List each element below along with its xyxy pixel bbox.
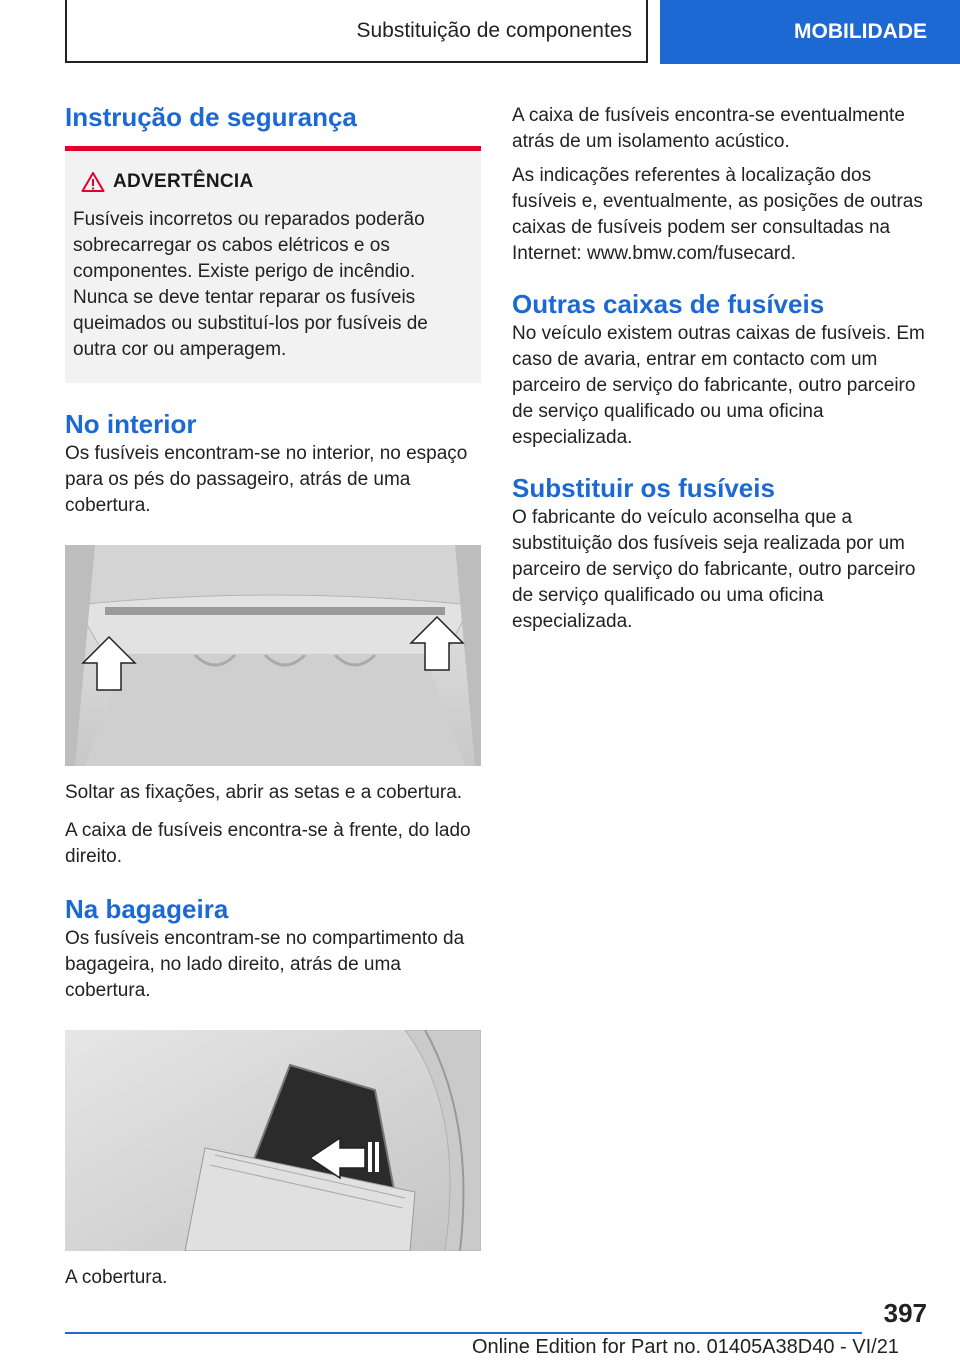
boot-caption: A cobertura. <box>65 1267 168 1288</box>
other-fuseboxes-text: No veículo existem outras caixas de fusíveis. Em caso de avaria, entrar em contacto com um parceiro de serviço do fabricante, outro parceiro de serviço qualificado ou uma oficina especializada. <box>512 323 925 448</box>
footer-edition: Online Edition for Part no. 01405A38D40 - VI/21 <box>472 1336 899 1358</box>
warning-box <box>65 151 481 383</box>
interior-fusebox-illustration <box>65 545 481 766</box>
warning-label: ADVERTÊNCIA <box>113 171 254 192</box>
replace-fuses-text: O fabricante do veículo aconselha que a substituição dos fusíveis seja realizada por um parceiro de serviço do fabricante, outro parceiro de serviço qualificado ou uma oficina especializada. <box>512 507 916 632</box>
interior-fusebox-photo <box>65 545 481 766</box>
replace-fuses-heading: Substituir os fusíveis <box>512 473 775 503</box>
boot-text: Os fusíveis encontram-se no compartimento da bagageira, no lado direito, atrás de uma cobertura. <box>65 928 465 1001</box>
boot-fusebox-photo <box>65 1030 481 1251</box>
left-column <box>65 100 481 1291</box>
safety-heading: Instrução de segurança <box>65 102 357 132</box>
right-paragraph-1: A caixa de fusíveis encontra-se eventualmente atrás de um isolamento acústico. <box>512 105 905 152</box>
header-section-tab <box>65 0 648 63</box>
warning-header <box>81 163 473 201</box>
boot-fusebox-illustration <box>65 1030 481 1251</box>
interior-note: A caixa de fusíveis encontra-se à frente, do lado direito. <box>65 820 471 867</box>
header-chapter-title: MOBILIDADE <box>794 20 927 43</box>
other-fuseboxes-heading: Outras caixas de fusíveis <box>512 289 825 319</box>
interior-text: Os fusíveis encontram-se no interior, no espaço para os pés do passageiro, atrás de uma cobertura. <box>65 443 468 516</box>
interior-caption: Soltar as fixações, abrir as setas e a cobertura. <box>65 782 463 803</box>
page-number: 397 <box>883 1298 927 1328</box>
boot-heading: Na bagageira <box>65 894 229 924</box>
warning-triangle-icon <box>81 171 105 193</box>
header-section-title: Substituição de componentes <box>356 18 632 42</box>
right-column <box>512 103 928 635</box>
footer-divider <box>65 1332 862 1334</box>
right-paragraph-2: As indicações referentes à localização dos fusíveis e, eventualmente, as posições de outras caixas de fusíveis podem ser consultadas na Internet: www.bmw.com/fusecard. <box>512 165 923 264</box>
header-chapter-tab <box>660 0 960 64</box>
interior-heading: No interior <box>65 409 197 439</box>
warning-text: Fusíveis incorretos ou reparados poderão sobrecarregar os cabos elétricos e os componentes. Existe perigo de incêndio. Nunca se deve tentar reparar os fusíveis queimados ou substituí-los por fusíveis de outra cor ou amperagem. <box>73 209 428 360</box>
